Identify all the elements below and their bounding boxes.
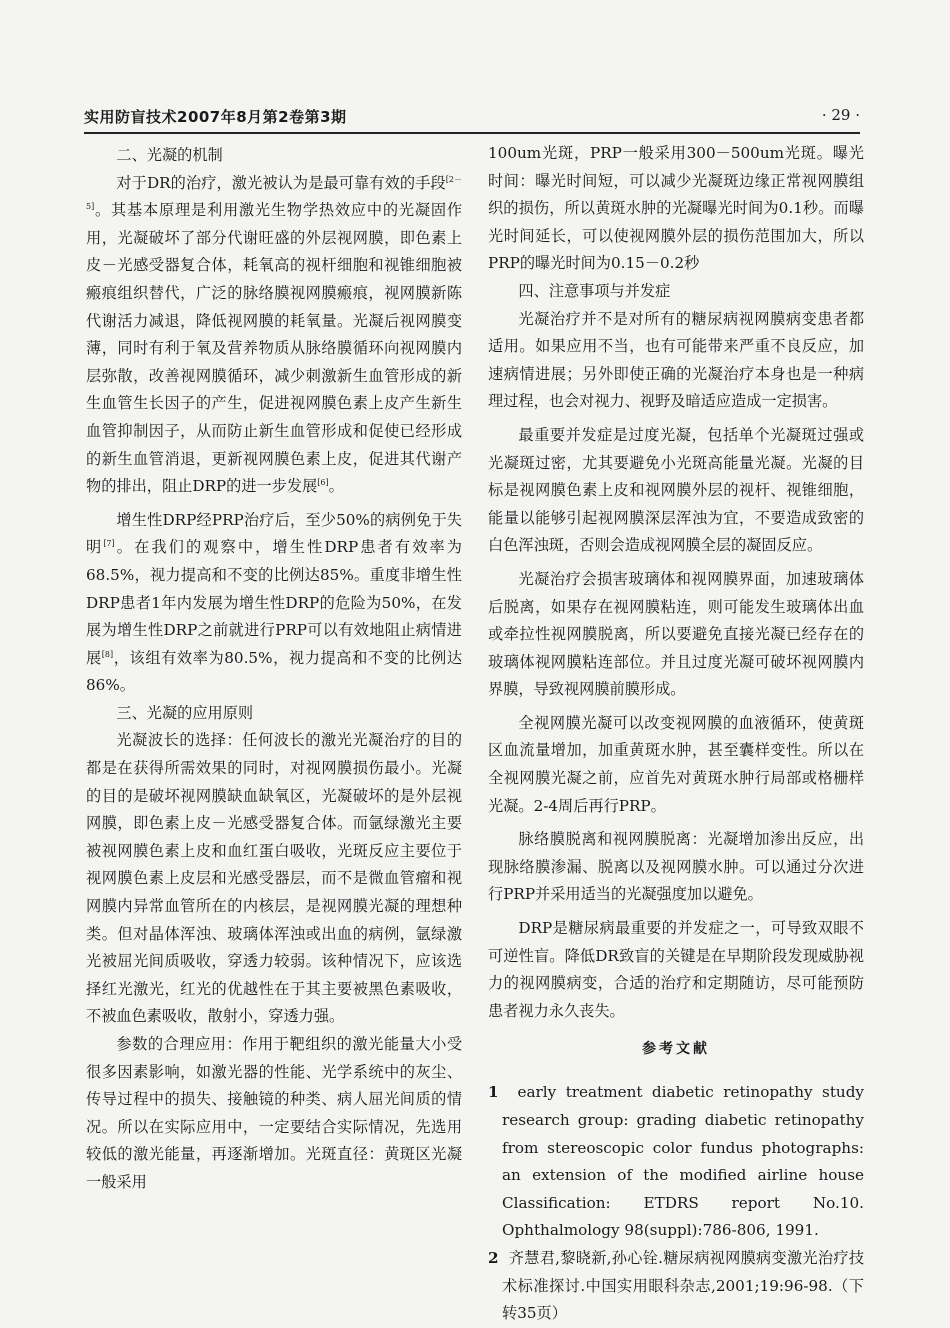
reference-number: 1	[488, 1083, 499, 1102]
reference-text: 齐慧君,黎晓新,孙心铨.糖尿病视网膜病变激光治疗技术标准探讨.中国实用眼科杂志,2001;19:96-98.（下转35页）	[502, 1248, 865, 1323]
paragraph: 光凝治疗会损害玻璃体和视网膜界面，加速玻璃体后脱离，如果存在视网膜粘连，则可能发生玻璃体出血或牵拉性视网膜脱离，所以要避免直接光凝已经存在的玻璃体视网膜粘连部位。并且过度光凝可破坏视网膜内界膜，导致视网膜前膜形成。	[488, 569, 864, 699]
journal-title: 实用防盲技术2007年8月第2卷第3期	[84, 108, 347, 126]
reference-text: early treatment diabetic retinopathy study research group: grading diabetic retinopathy from stereoscopic color fundus photographs: an extension of the modified airline house Classification: ETDRS report No.10. Ophthalmology 98(suppl):786-806, 1991.	[502, 1083, 865, 1240]
paragraph: 参数的合理应用：作用于靶组织的激光能量大小受很多因素影响，如激光器的性能、光学系统中的灰尘、传导过程中的损失、接触镜的种类、病人屈光间质的情况。所以在实际应用中，一定要结合实际情况，先选用较低的激光能量，再逐渐增加。光斑直径：黄斑区光凝一般采用	[86, 1035, 462, 1191]
paragraph: 光凝治疗并不是对所有的糖尿病视网膜病变患者都适用。如果应用不当，也有可能带来严重不良反应，加速病情进展；另外即使正确的光凝治疗本身也是一种病理过程，也会对视力、视野及暗适应造成一定损害。	[488, 309, 864, 411]
text: 对于DR的治疗，激光被认为是最可靠有效的手段	[116, 173, 446, 192]
paragraph: 光凝波长的选择：任何波长的激光光凝治疗的目的都是在获得所需效果的同时，对视网膜损伤最小。光凝的目的是破坏视网膜缺血缺氧区，光凝破坏的是外层视网膜，即色素上皮－光感受器复合体。而氩绿激光主要被视网膜色素上皮和血红蛋白吸收，光斑反应主要位于视网膜色素上皮层和光感受器层，而不是微血管瘤和视网膜内异常血管所在的内核层，是视网膜光凝的理想种类。但对晶体浑浊、玻璃体浑浊或出血的病例，氩绿激光被屈光间质吸收，穿透力较弱。该种情况下，应该选择红光激光，红光的优越性在于其主要被黑色素吸收，不被血色素吸收，散射小，穿透力强。	[86, 731, 462, 1026]
paragraph	[86, 507, 462, 700]
paragraph: 全视网膜光凝可以改变视网膜的血液循环，使黄斑区血流量增加，加重黄斑水肿，甚至囊样变性。所以在全视网膜光凝之前，应首先对黄斑水肿行局部或格栅样光凝。2-4周后再行PRP。	[488, 713, 864, 815]
reference-item	[488, 1079, 864, 1245]
text: 。	[328, 477, 344, 496]
paragraph: 最重要并发症是过度光凝，包括单个光凝斑过强或光凝斑过密，尤其要避免小光斑高能量光凝。光凝的目标是视网膜色素上皮和视网膜外层的视杆、视锥细胞，能量以能够引起视网膜深层浑浊为宜，不要造成致密的白色浑浊斑，否则会造成视网膜全层的凝固反应。	[488, 425, 864, 555]
reference-list	[488, 1079, 864, 1327]
citation: [2－5]	[86, 174, 462, 212]
text: 。在我们的观察中，增生性DRP患者有效率为68.5%，视力提高和不变的比例达85%。重度非增生性DRP患者1年内发展为增生性DRP的危险为50%，在发展为增生性DRP之前就进行PRP可以有效地阻止病情进展	[86, 538, 462, 667]
paragraph	[86, 170, 462, 501]
citation: [8]	[101, 649, 114, 659]
paragraph: DRP是糖尿病最重要的并发症之一，可导致双眼不可逆性盲。降低DR致盲的关键是在早期阶段发现威胁视力的视网膜病变，合适的治疗和定期随访，尽可能预防患者视力永久丧失。	[488, 919, 864, 1020]
text: 。其基本原理是利用激光生物学热效应中的光凝固作用，光凝破坏了部分代谢旺盛的外层视网膜，即色素上皮－光感受器复合体，耗氧高的视杆细胞和视锥细胞被瘢痕组织替代，广泛的脉络膜视网膜瘢痕，视网膜新陈代谢活力减退，降低视网膜的耗氧量。光凝后视网膜变薄，同时有利于氧及营养物质从脉络膜循环向视网膜内层弥散，改善视网膜循环，减少刺激新生血管形成的新生血管生长因子的产生，促进视网膜色素上皮产生新生血管抑制因子，从而防止新生血管形成和促使已经形成的新生血管消退，更新视网膜色素上皮，促进其代谢产物的排出，阻止DRP的进一步发展	[86, 201, 462, 496]
reference-item	[488, 1245, 864, 1328]
text: ，该组有效率为80.5%，视力提高和不变的比例达86%。	[86, 648, 463, 695]
reference-number: 2	[488, 1248, 499, 1267]
references-heading: 参考文献	[642, 1041, 710, 1058]
paragraph: 100um光斑，PRP一般采用300－500um光斑。曝光时间：曝光时间短，可以减少光凝斑边缘正常视网膜组织的损伤，所以黄斑水肿的光凝曝光时间为0.1秒。而曝光时间延长，可以使视网膜外层的损伤范围加大，所以PRP的曝光时间为0.15－0.2秒	[488, 144, 864, 273]
left-column	[86, 142, 462, 1197]
citation: [7]	[103, 539, 115, 549]
citation: [6]	[317, 478, 329, 488]
page-number: · 29 ·	[821, 106, 860, 124]
section-heading-principles: 三、光凝的应用原则	[116, 703, 254, 722]
section-heading-mechanism: 二、光凝的机制	[116, 146, 223, 164]
text: 增生性DRP经PRP治疗后，至少50%的病例免于失明	[86, 510, 462, 557]
section-heading-complications: 四、注意事项与并发症	[518, 281, 671, 300]
paragraph: 脉络膜脱离和视网膜脱离：光凝增加渗出反应，出现脉络膜渗漏、脱离以及视网膜水肿。可以通过分次进行PRP并采用适当的光凝强度加以避免。	[488, 830, 864, 904]
running-header	[84, 104, 860, 134]
right-column	[488, 140, 864, 1328]
